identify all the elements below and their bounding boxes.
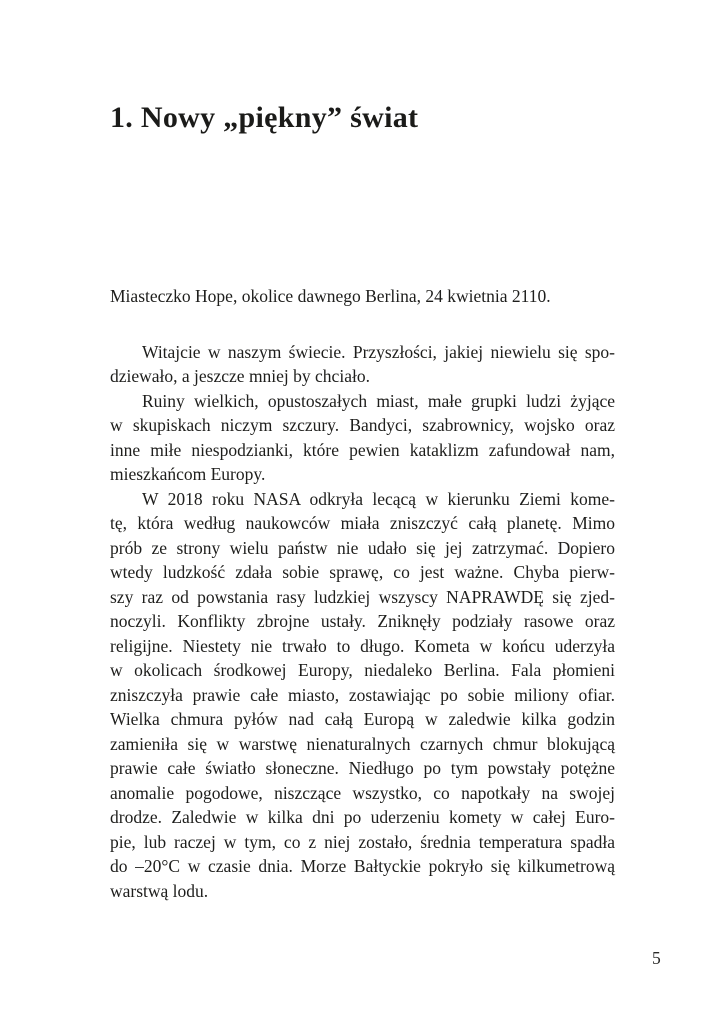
text-line: szy raz od powstania rasy ludzkiej wszyscy NAPRAWDĘ się zjed- <box>110 586 615 607</box>
paragraph <box>110 340 615 389</box>
text-line: dziewało, a jeszcze mniej by chciało. <box>110 366 370 386</box>
text-line: Wielka chmura pyłów nad całą Europą w zaledwie kilka godzin <box>110 709 615 729</box>
text-line: religijne. Niestety nie trwało to długo. Kometa w końcu uderzyła <box>110 635 615 656</box>
text-line: zamieniła się w warstwę nienaturalnych czarnych chmur blokującą <box>110 733 615 754</box>
page-number: 5 <box>652 948 661 968</box>
text-line: zniszczyła prawie całe miasto, zostawiając po sobie miliony ofiar. <box>110 684 615 705</box>
text-line: mieszkańcom Europy. <box>110 464 266 484</box>
text-line: W 2018 roku NASA odkryła lecącą w kierunku Ziemi kome- <box>142 488 615 509</box>
text-line: Witajcie w naszym świecie. Przyszłości, jakiej niewielu się spo- <box>142 341 615 362</box>
paragraph <box>110 487 615 904</box>
text-line: anomalie pogodowe, niszczące wszystko, co napotkały na swojej <box>110 782 615 803</box>
text-line: pie, lub raczej w tym, co z niej zostało, średnia temperatura spadła <box>110 831 615 852</box>
text-line: Ruiny wielkich, opustoszałych miast, małe grupki ludzi żyjące <box>142 390 615 411</box>
body-text <box>110 340 615 904</box>
text-line: inne miłe niespodzianki, które pewien kataklizm zafundował nam, <box>110 439 615 460</box>
paragraph <box>110 389 615 487</box>
text-column <box>110 0 615 903</box>
text-line: w skupiskach niczym szczury. Bandyci, szabrownicy, wojsko oraz <box>110 415 615 435</box>
text-line: prawie całe światło słoneczne. Niedługo po tym powstały potężne <box>110 758 615 778</box>
text-line: wtedy ludzkość zdała sobie sprawę, co jest ważne. Chyba pierw- <box>110 562 615 582</box>
chapter-title: 1. Nowy „piękny” świat <box>110 101 419 134</box>
text-line: warstwą lodu. <box>110 880 209 901</box>
text-line: prób ze strony wielu państw nie udało się jej zatrzymać. Dopiero <box>110 537 615 558</box>
text-line: noczyli. Konflikty zbrojne ustały. Zniknęły podziały rasowe oraz <box>110 611 615 631</box>
dateline: Miasteczko Hope, okolice dawnego Berlina, 24 kwietnia 2110. <box>110 286 551 306</box>
text-line: w okolicach środkowej Europy, niedaleko Berlina. Fala płomieni <box>110 660 615 680</box>
text-line: tę, która według naukowców miała zniszczyć całą planetę. Mimo <box>110 513 615 533</box>
text-line: do –20°C w czasie dnia. Morze Bałtyckie pokryło się kilkumetrową <box>110 856 615 876</box>
text-line: drodze. Zaledwie w kilka dni po uderzeniu komety w całej Euro- <box>110 807 615 827</box>
